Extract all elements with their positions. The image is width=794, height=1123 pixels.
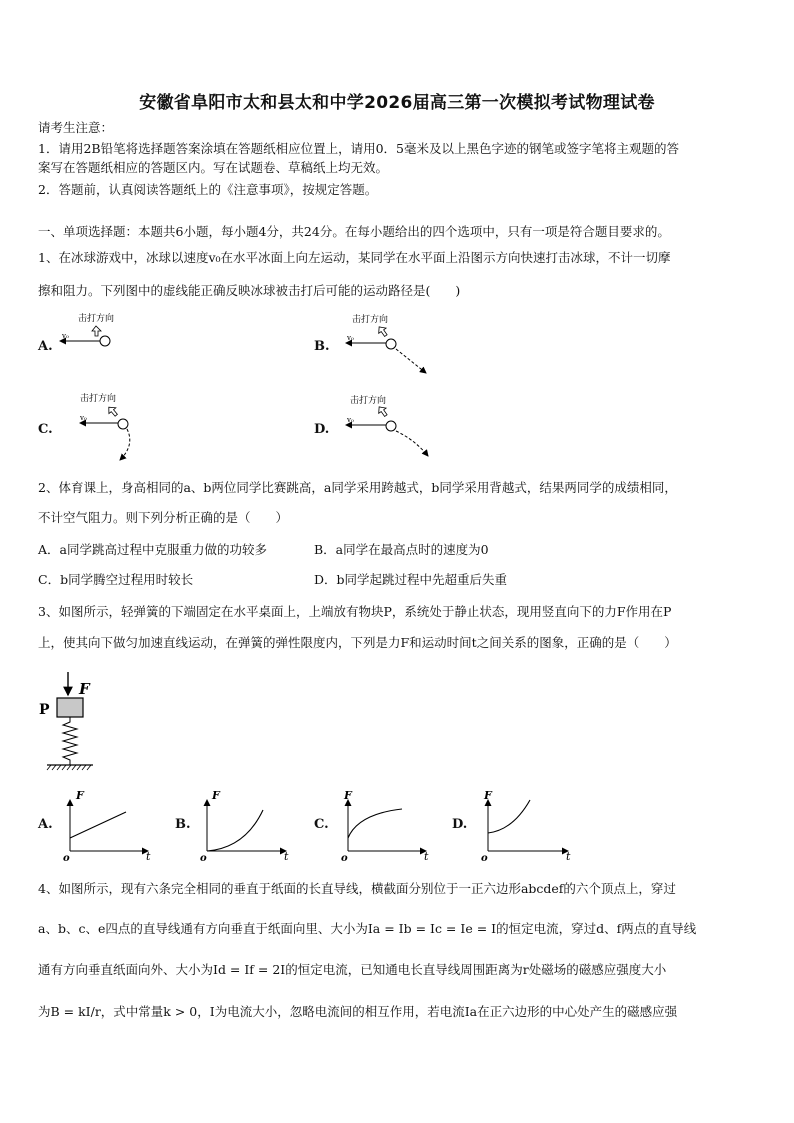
x-axis-label: t bbox=[566, 850, 571, 863]
block-label: P bbox=[39, 702, 50, 718]
q3-graph-d bbox=[481, 789, 571, 864]
q3-text-line1: 3、如图所示，轻弹簧的下端固定在水平桌面上，上端放有物块P，系统处于静止状态，现用竖直向下的力F作用在P bbox=[38, 604, 672, 619]
x-axis-label: t bbox=[284, 850, 289, 863]
hit-direction-label: 击打方向 bbox=[350, 396, 387, 406]
q1-option-b: B. bbox=[314, 339, 330, 354]
q3-option-b: B. bbox=[175, 817, 191, 832]
block-p bbox=[57, 698, 83, 717]
q2-text-line1: 2、体育课上，身高相同的a、b两位同学比赛跳高，a同学采用跨越式，b同学采用背越式，结果两同学的成绩相同， bbox=[38, 480, 677, 495]
q3-option-c: C. bbox=[314, 817, 329, 832]
y-axis-label: F bbox=[484, 789, 492, 802]
curve bbox=[207, 810, 263, 851]
spring-icon bbox=[63, 717, 77, 765]
notice-heading: 请考生注意： bbox=[38, 120, 114, 135]
origin-label: o bbox=[481, 853, 488, 864]
q1-option-d: D. bbox=[314, 422, 330, 437]
hit-direction-label: 击打方向 bbox=[80, 394, 117, 404]
spring-block-figure bbox=[39, 672, 93, 770]
velocity-label: v₀ bbox=[347, 334, 354, 342]
hit-direction-label: 击打方向 bbox=[352, 315, 389, 325]
curve bbox=[348, 809, 402, 838]
q1-text-line1: 1、在冰球游戏中，冰球以速度v₀在水平冰面上向左运动，某同学在水平面上沿图示方向快速打击冰球，不计一切摩 bbox=[38, 250, 671, 265]
curve bbox=[70, 812, 126, 838]
x-axis-label: t bbox=[424, 850, 429, 863]
notice-item-1: 1．请用2B铅笔将选择题答案涂填在答题纸相应位置上，请用0．5毫米及以上黑色字迹的钢笔或签字笔将主观题的答 bbox=[38, 141, 679, 156]
q4-text-line4: 为B = kI/r，式中常量k > 0，I为电流大小，忽略电流间的相互作用，若电流Ia在正六边形的中心处产生的磁感应强 bbox=[38, 1004, 678, 1019]
q2-option-b: B．a同学在最高点时的速度为0 bbox=[314, 542, 489, 557]
q3-option-d: D. bbox=[452, 817, 468, 832]
q3-option-a: A. bbox=[38, 817, 53, 832]
origin-label: o bbox=[63, 853, 70, 864]
q2-option-a: A．a同学跳高过程中克服重力做的功较多 bbox=[38, 542, 267, 557]
x-axis-label: t bbox=[146, 850, 151, 863]
section-heading: 一、单项选择题：本题共6小题，每小题4分，共24分。在每小题给出的四个选项中，只有一项是符合题目要求的。 bbox=[38, 224, 670, 239]
hit-direction-label: 击打方向 bbox=[78, 314, 115, 324]
curve bbox=[488, 800, 530, 833]
q3-graph-a bbox=[63, 789, 151, 864]
y-axis-label: F bbox=[344, 789, 352, 802]
q4-text-line3: 通有方向垂直纸面向外、大小为Id = If = 2I的恒定电流，已知通电长直导线周围距离为r处磁场的磁感应强度大小 bbox=[38, 962, 667, 977]
q2-option-c: C．b同学腾空过程用时较长 bbox=[38, 572, 194, 587]
q3-graph-c bbox=[341, 789, 429, 864]
notice-item-1-cont: 案写在答题纸相应的答题区内。写在试题卷、草稿纸上均无效。 bbox=[38, 160, 389, 175]
y-axis-label: F bbox=[76, 789, 84, 802]
velocity-label: v₀ bbox=[62, 332, 69, 340]
y-axis-label: F bbox=[212, 789, 220, 802]
q1-option-c: C. bbox=[38, 422, 53, 437]
velocity-label: v₀ bbox=[347, 416, 354, 424]
q3-text-line2: 上，使其向下做匀加速直线运动，在弹簧的弹性限度内，下列是力F和运动时间t之间关系的图象，正确的是（ ） bbox=[38, 635, 677, 650]
origin-label: o bbox=[200, 853, 207, 864]
force-label: F bbox=[79, 680, 90, 698]
q1-option-a: A. bbox=[38, 339, 53, 354]
q2-text-line2: 不计空气阻力。则下列分析正确的是（ ） bbox=[38, 510, 289, 525]
notice-item-2: 2．答题前，认真阅读答题纸上的《注意事项》，按规定答题。 bbox=[38, 182, 378, 197]
q4-text-line2: a、b、c、e四点的直导线通有方向垂直于纸面向里、大小为Ia = Ib = Ic = Ie = I的恒定电流，穿过d、f两点的直导线 bbox=[38, 921, 697, 936]
q1-text-line2: 擦和阻力。下列图中的虚线能正确反映冰球被击打后可能的运动路径是( ) bbox=[38, 283, 461, 298]
q3-graph-b bbox=[200, 789, 289, 864]
q2-option-d: D．b同学起跳过程中先超重后失重 bbox=[314, 572, 508, 587]
origin-label: o bbox=[341, 853, 348, 864]
q4-text-line1: 4、如图所示，现有六条完全相同的垂直于纸面的长直导线，横截面分别位于一正六边形abcdef的六个顶点上，穿过 bbox=[38, 881, 676, 896]
velocity-label: v₀ bbox=[80, 414, 87, 422]
exam-title: 安徽省阜阳市太和县太和中学2026届高三第一次模拟考试物理试卷 bbox=[139, 93, 655, 113]
